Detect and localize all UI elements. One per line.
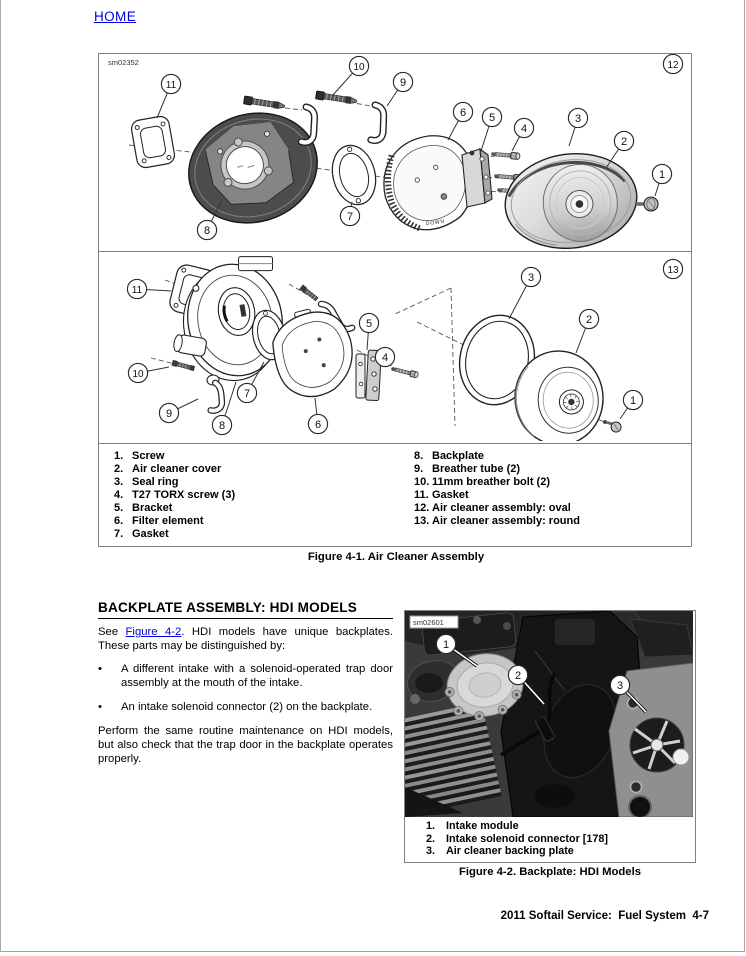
parts-column-right bbox=[414, 450, 691, 541]
part-number: 8. bbox=[414, 450, 424, 462]
part-number: 2. bbox=[426, 832, 436, 845]
figure-4-2-caption: Figure 4-2. Backplate: HDI Models bbox=[458, 866, 642, 878]
part-number: 7. bbox=[114, 528, 124, 540]
part-item bbox=[114, 476, 414, 489]
part-number: 12. bbox=[414, 502, 430, 514]
breather-bolt-drawing bbox=[243, 91, 357, 110]
cover-drawing bbox=[500, 146, 642, 249]
callout-number: 2 bbox=[514, 669, 522, 682]
part-number: 1. bbox=[426, 820, 436, 832]
part-item bbox=[114, 515, 414, 528]
part-item bbox=[414, 515, 691, 528]
figure-4-1 bbox=[98, 53, 692, 547]
figure-4-1-parts-list bbox=[98, 443, 692, 547]
callout-number: 9 bbox=[399, 76, 407, 89]
callout-number: 10 bbox=[353, 61, 365, 73]
figure-4-2-photo bbox=[405, 611, 693, 817]
part-label: Air cleaner assembly: round bbox=[432, 515, 580, 527]
gasket-11-drawing bbox=[130, 115, 176, 169]
callout-number: 8 bbox=[218, 419, 226, 432]
part-number: 5. bbox=[114, 502, 124, 514]
callout-number: 5 bbox=[488, 111, 496, 124]
callout-number: 6 bbox=[459, 106, 467, 119]
intro-pre: See bbox=[98, 626, 126, 638]
filter-down-marking: DOWN bbox=[425, 218, 446, 228]
part-number: 3. bbox=[114, 476, 124, 488]
callout-number: 7 bbox=[346, 210, 354, 223]
part-item bbox=[414, 476, 691, 489]
part-item bbox=[114, 450, 414, 463]
part-label: Air cleaner assembly: oval bbox=[432, 502, 571, 514]
breather-tube-drawing bbox=[301, 105, 384, 143]
part-label: Breather tube (2) bbox=[432, 463, 521, 475]
parts-column-left bbox=[99, 450, 414, 541]
bullet-text: An intake solenoid connector (2) on the backplate. bbox=[121, 701, 373, 713]
callout-number: 3 bbox=[616, 679, 624, 692]
bullet-icon: • bbox=[98, 701, 102, 713]
callout-number: 4 bbox=[381, 351, 389, 364]
part-label: Intake solenoid connector [178] bbox=[446, 832, 608, 845]
part-label: Gasket bbox=[132, 528, 169, 540]
breather-tube-9-drawing bbox=[207, 374, 223, 411]
part-number: 13. bbox=[414, 515, 430, 527]
part-label: Gasket bbox=[432, 489, 469, 501]
callout-number: 3 bbox=[527, 271, 535, 284]
callout-number: 1 bbox=[629, 394, 637, 407]
screw-4-drawing bbox=[391, 366, 419, 378]
part-label: Backplate bbox=[432, 450, 484, 462]
image-id-label: sm02352 bbox=[108, 58, 139, 67]
cover-screw-drawing bbox=[601, 419, 622, 434]
callout-number: 11 bbox=[165, 79, 177, 91]
callout-number: 1 bbox=[442, 638, 450, 651]
section-heading: BACKPLATE ASSEMBLY: HDI MODELS bbox=[98, 600, 358, 615]
part-label: Screw bbox=[132, 450, 165, 462]
backplate-section bbox=[98, 600, 393, 775]
figure-4-1-round-exploded-view bbox=[99, 252, 691, 441]
figure-4-1-caption: Figure 4-1. Air Cleaner Assembly bbox=[307, 551, 485, 563]
part-item bbox=[414, 463, 691, 476]
part-number: 1. bbox=[114, 450, 124, 462]
part-label: Filter element bbox=[132, 515, 204, 527]
callout-number: 3 bbox=[574, 112, 582, 125]
part-label: Intake module bbox=[446, 820, 519, 832]
bullet-item bbox=[98, 662, 393, 690]
part-label: 11mm breather bolt (2) bbox=[432, 476, 550, 488]
home-link[interactable]: HOME bbox=[94, 9, 137, 24]
callout-number: 8 bbox=[203, 224, 211, 237]
heading-rule bbox=[98, 618, 393, 619]
callout-number: 12 bbox=[667, 59, 679, 71]
bullet-icon: • bbox=[98, 663, 102, 675]
part-item bbox=[414, 450, 691, 463]
callout-number: 4 bbox=[520, 122, 528, 135]
callout-number: 5 bbox=[365, 317, 373, 330]
section-intro bbox=[98, 625, 393, 653]
figure-4-1-oval-panel bbox=[98, 53, 692, 252]
image-id-label: sm02601 bbox=[413, 618, 444, 627]
figure-4-2 bbox=[404, 610, 696, 863]
figure-4-1-oval-exploded-view bbox=[99, 54, 691, 249]
callout-number: 13 bbox=[667, 264, 679, 276]
bracket-drawing bbox=[462, 149, 492, 207]
callout-number: 6 bbox=[314, 418, 322, 431]
bullet-item bbox=[98, 700, 393, 714]
bullet-text: A different intake with a solenoid-operated trap door assembly at the mouth of the intake. bbox=[121, 663, 393, 689]
part-label: Seal ring bbox=[132, 476, 179, 488]
part-item bbox=[405, 820, 695, 833]
part-number: 11. bbox=[414, 489, 429, 501]
part-item bbox=[414, 489, 691, 502]
callout-number: 9 bbox=[165, 407, 173, 420]
callout-number: 2 bbox=[620, 135, 628, 148]
part-number: 10. bbox=[414, 476, 430, 488]
part-number: 6. bbox=[114, 515, 124, 527]
part-label: Air cleaner cover bbox=[132, 463, 222, 475]
part-item bbox=[114, 528, 414, 541]
gasket-7-drawing bbox=[326, 141, 381, 209]
section-outro: Perform the same routine maintenance on HDI models, but also check that the trap door in the backplate operates properly. bbox=[98, 725, 393, 765]
callout-number: 2 bbox=[585, 313, 593, 326]
part-label: Air cleaner backing plate bbox=[446, 845, 574, 858]
part-item bbox=[114, 463, 414, 476]
part-label: T27 TORX screw (3) bbox=[132, 489, 236, 501]
part-item bbox=[405, 833, 695, 846]
callout-number: 10 bbox=[132, 368, 144, 380]
callout-number: 11 bbox=[131, 284, 143, 296]
callout-number: 7 bbox=[243, 387, 251, 400]
figure-4-2-parts-list bbox=[405, 817, 695, 862]
part-item bbox=[114, 502, 414, 515]
part-label: Bracket bbox=[132, 502, 173, 514]
part-number: 9. bbox=[414, 463, 424, 475]
part-number: 4. bbox=[114, 489, 124, 501]
part-item bbox=[414, 502, 691, 515]
intro-post: . HDI models have unique backplates. These parts may be distinguished by: bbox=[98, 626, 393, 652]
page-footer: 2011 Softail Service: Fuel System 4-7 bbox=[500, 910, 709, 922]
part-number: 2. bbox=[114, 463, 124, 475]
part-item bbox=[114, 489, 414, 502]
cover-screw-drawing bbox=[636, 197, 658, 211]
part-item bbox=[405, 845, 695, 858]
part-number: 3. bbox=[426, 845, 436, 858]
backplate-drawing bbox=[176, 98, 331, 238]
figure-4-1-round-panel bbox=[98, 251, 692, 444]
callout-number: 1 bbox=[658, 168, 666, 181]
figure-4-2-link[interactable]: Figure 4-2 bbox=[125, 626, 182, 638]
